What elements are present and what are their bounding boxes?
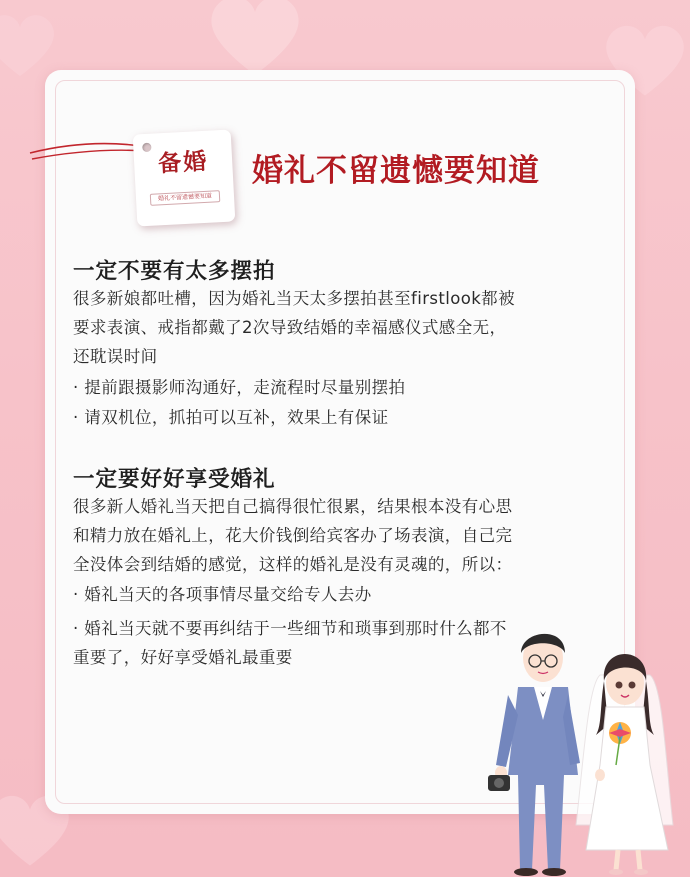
page-title: 婚礼不留遗憾要知道 xyxy=(252,153,540,189)
heart-decoration-icon xyxy=(0,10,60,80)
section-title-2: 一定要好好享受婚礼 xyxy=(73,467,276,492)
tag-title: 备婚 xyxy=(157,147,209,178)
section-1-bullet: · 提前跟摄影师沟通好，走流程时尽量别摆拍 xyxy=(73,378,406,397)
section-title-1: 一定不要有太多摆拍 xyxy=(73,259,276,284)
paragraph-line: 和精力放在婚礼上，花大价钱倒给宾客办了场表演，自己完 xyxy=(73,526,513,545)
paragraph-line: 要求表演、戒指都戴了2次导致结婚的幸福感仪式感全无， xyxy=(73,318,507,337)
bride-figure xyxy=(576,654,673,875)
title-tag-card xyxy=(133,129,236,226)
paragraph-line: 还耽误时间 xyxy=(73,347,158,366)
paragraph-line: 很多新娘都吐槽，因为婚礼当天太多摆拍甚至firstlook都被 xyxy=(73,289,515,308)
section-2-bullet-continuation: 重要了，好好享受婚礼最重要 xyxy=(73,648,293,667)
section-2-bullet: · 婚礼当天就不要再纠结于一些细节和琐事到那时什么都不 xyxy=(73,619,507,638)
tag-subtitle: 婚礼不留遗憾要知道 xyxy=(150,190,221,206)
section-2-paragraph xyxy=(73,492,623,579)
groom-figure xyxy=(488,634,580,876)
section-2-bullet: · 婚礼当天的各项事情尽量交给专人去办 xyxy=(73,585,372,604)
paragraph-line: 全没体会到结婚的感觉，这样的婚礼是没有灵魂的，所以： xyxy=(73,555,513,574)
heart-decoration-icon xyxy=(200,0,310,80)
paragraph-line: 很多新人婚礼当天把自己搞得很忙很累，结果根本没有心思 xyxy=(73,497,513,516)
section-1-paragraph xyxy=(73,284,623,371)
couple-illustration xyxy=(468,625,683,877)
section-1-bullet: · 请双机位，抓拍可以互补，效果上有保证 xyxy=(73,408,389,427)
